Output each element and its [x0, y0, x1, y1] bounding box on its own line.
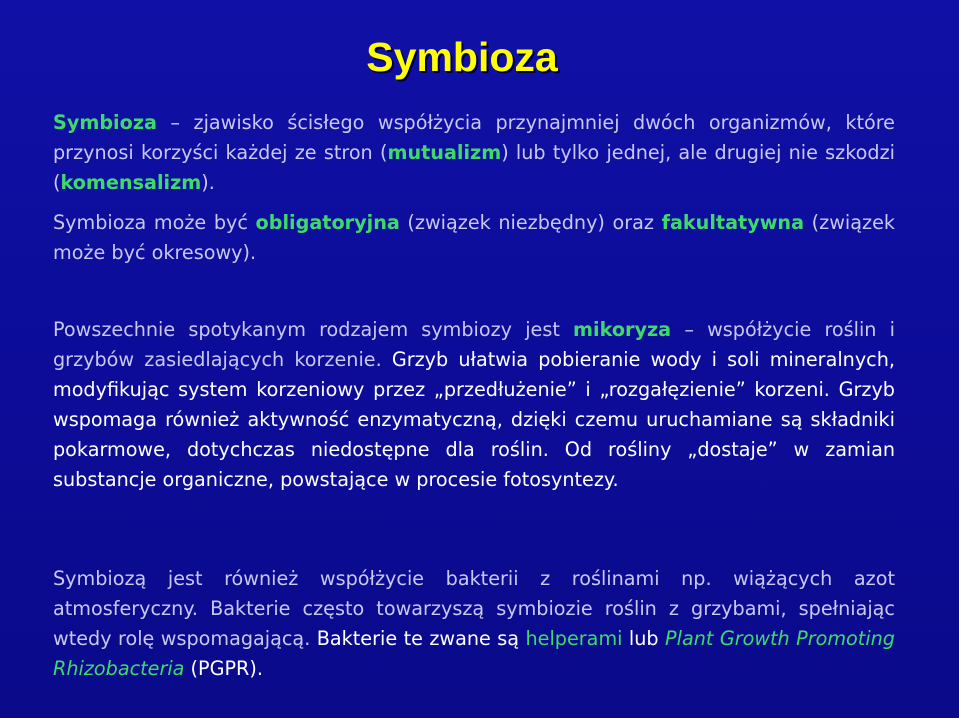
- p4-text-1: Symbiozą jest również współżycie bakterii z roślinami np. wiążących azot atmosferyczny.: [53, 567, 895, 620]
- term-mikoryza: mikoryza: [573, 318, 672, 341]
- term-komensalizm: komensalizm: [60, 171, 202, 194]
- p2-text-3: (związek może być okresowy).: [53, 211, 895, 264]
- p3-text-3: Grzyb ułatwia pobieranie wody i soli mineralnych, modyfikując system korzeniowy przez „przedłużenie” i „rozgałęzienie” korzeni. Grzyb wspomaga również aktywność enzymatyczną, dzięki czemu uruchamiane są składniki pokarmowe, dotychczas niedostępne dla roślin. Od rośliny „dostaje” w zamian substancje organiczne, powstające w procesie fotosyntezy.: [53, 348, 895, 491]
- term-symbioza: Symbioza: [53, 111, 157, 134]
- p1-text-1: – zjawisko ścisłego współżycia przynajmniej dwóch organizmów, które przynosi korzyści każdej ze stron (: [53, 111, 895, 164]
- p2-text-1: Symbioza może być: [53, 211, 256, 234]
- paragraph-bacteria: [53, 564, 895, 684]
- p4-text-2: Bakterie często towarzyszą symbiozie roślin z grzybami, spełniając wtedy rolę wspomagającą.: [53, 597, 895, 650]
- p4-text-4: lub: [622, 627, 666, 650]
- p1-text-3: ).: [201, 171, 215, 194]
- term-pgpr-full: Plant Growth Promoting Rhizobacteria: [53, 627, 895, 680]
- p3-text-1: Powszechnie spotykanym rodzajem symbiozy jest: [53, 318, 574, 341]
- paragraph-definition: [53, 108, 895, 198]
- p2-text-2: (związek niezbędny) oraz: [399, 211, 662, 234]
- slide-title: Symbioza: [366, 34, 558, 80]
- term-fakultatywna: fakultatywna: [661, 211, 805, 234]
- paragraph-types: [53, 208, 895, 268]
- term-mutualizm: mutualizm: [387, 141, 502, 164]
- p4-text-5: (PGPR).: [184, 657, 263, 680]
- p4-text-3: Bakterie te zwane są: [310, 627, 526, 650]
- p1-text-2: ) lub tylko jednej, ale drugiej nie szkodzi (: [53, 141, 895, 194]
- paragraph-mikoryza: [53, 315, 895, 495]
- term-obligatoryjna: obligatoryjna: [255, 211, 400, 234]
- term-helperami: helperami: [525, 627, 623, 650]
- p3-text-2: – współżycie roślin i grzybów zasiedlających korzenie.: [53, 318, 895, 371]
